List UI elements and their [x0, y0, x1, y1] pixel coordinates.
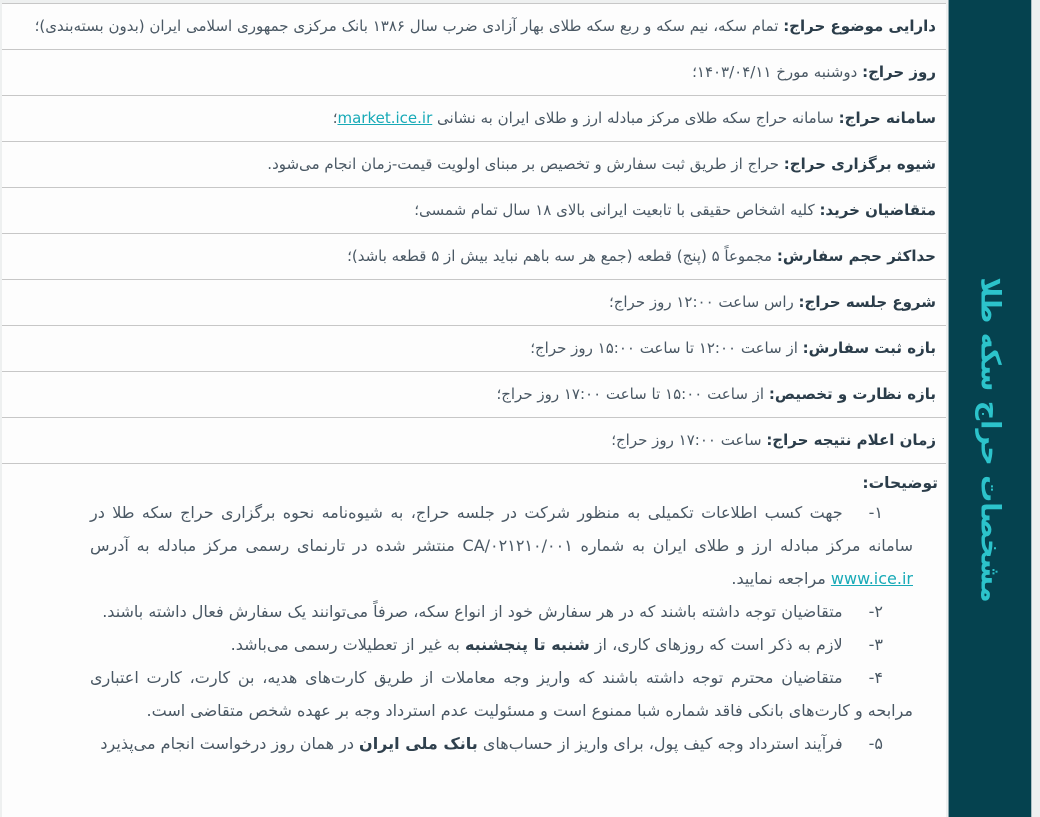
spec-row-asset	[2, 4, 946, 50]
spec-row-value-suffix: ؛	[332, 109, 338, 127]
spec-row-results-time	[2, 418, 946, 464]
spec-row-order-window	[2, 326, 946, 372]
spec-row-value: سامانه حراج سکه طلای مرکز مبادله ارز و طلای ایران به نشانی	[437, 109, 834, 127]
notes-heading: توضیحات:	[862, 474, 938, 492]
note-item-text: متقاضیان توجه داشته باشند که در هر سفارش خود از انواع سکه، صرفاً می‌توانند یک سفارش فعال داشته باشند.	[102, 602, 843, 621]
spec-row-value: تمام سکه، نیم سکه و ربع سکه طلای بهار آزادی ضرب سال ۱۳۸۶ بانک مرکزی جمهوری اسلامی ایران (بدون بسته‌بندی)؛	[34, 17, 779, 35]
note-item-text: لازم به ذکر است که روزهای کاری، از	[589, 635, 843, 654]
note-item-text: فرآیند استرداد وجه کیف پول، برای واریز از حساب‌های	[477, 734, 843, 753]
page-title: مشخصات حراج سکه طلا	[974, 277, 1006, 603]
spec-row-auction-system	[2, 96, 946, 142]
ice-website-link[interactable]: www.ice.ir	[830, 569, 913, 588]
spec-row-value: راس ساعت ۱۲:۰۰ روز حراج؛	[608, 293, 794, 311]
note-item-bold-text: شنبه تا پنجشنبه	[464, 635, 590, 654]
spec-row-value: کلیه اشخاص حقیقی با تابعیت ایرانی بالای ۱۸ سال تمام شمسی؛	[414, 201, 815, 219]
note-item-5	[90, 727, 913, 760]
note-item-text: جهت کسب اطلاعات تکمیلی به منظور شرکت در جلسه حراج، به شیوه‌نامه نحوه برگزاری حراج سکه طلا در سامانه مرکز مبادله ارز و طلای ایران به شماره	[90, 503, 914, 555]
spec-row-label: شیوه برگزاری حراج:	[783, 155, 936, 173]
spec-row-auction-day	[2, 50, 946, 96]
note-item-2	[90, 595, 913, 628]
spec-row-review-window	[2, 372, 946, 418]
notes-section	[2, 464, 946, 760]
spec-row-label: زمان اعلام نتیجه حراج:	[766, 431, 936, 449]
spec-row-session-start	[2, 280, 946, 326]
spec-row-label: سامانه حراج:	[838, 109, 936, 127]
spec-row-value: حراج از طریق ثبت سفارش و تخصیص بر مبنای اولویت قیمت-زمان انجام می‌شود.	[267, 155, 779, 173]
spec-table	[2, 3, 946, 817]
note-item-text: منتشر شده در تارنمای رسمی مرکز مبادله به آدرس	[90, 536, 463, 555]
note-item-number: ۱-	[868, 503, 883, 522]
spec-row-eligible-buyers	[2, 188, 946, 234]
note-item-number: ۳-	[868, 635, 883, 654]
spec-row-label: شروع جلسه حراج:	[798, 293, 936, 311]
spec-row-max-order	[2, 234, 946, 280]
circular-number: CA/۰۲۱۲۱۰/۰۰۱	[462, 536, 573, 555]
spec-row-value: ساعت ۱۷:۰۰ روز حراج؛	[611, 431, 762, 449]
spec-row-value: از ساعت ۱۲:۰۰ تا ساعت ۱۵:۰۰ روز حراج؛	[530, 339, 798, 357]
spec-row-label: دارایی موضوع حراج:	[783, 17, 936, 35]
spec-row-label: روز حراج:	[862, 63, 936, 81]
spec-row-label: حداکثر حجم سفارش:	[776, 247, 936, 265]
note-item-text: در همان روز درخواست انجام می‌پذیرد	[100, 734, 360, 753]
market-ice-link[interactable]: market.ice.ir	[337, 109, 433, 127]
note-item-number: ۲-	[868, 602, 883, 621]
spec-row-label: بازه نظارت و تخصیص:	[768, 385, 936, 403]
note-item-number: ۵-	[868, 734, 883, 753]
vertical-title-bar	[948, 0, 1032, 817]
note-item-text: متقاضیان محترم توجه داشته باشند که واریز وجه معاملات از طریق کارت‌های هدیه، بن کارت، کارت اعتباری مرابحه و کارت‌های بانکی فاقد شماره شبا ممنوع است و مسئولیت عدم استرداد وجه بر عهده شخص متقاضی است.	[90, 668, 913, 720]
note-item-number: ۴-	[868, 668, 883, 687]
spec-row-value: دوشنبه مورخ ۱۴۰۳/۰۴/۱۱؛	[692, 63, 858, 81]
spec-row-label: بازه ثبت سفارش:	[802, 339, 936, 357]
note-item-text: به غیر از تعطیلات رسمی می‌باشد.	[230, 635, 465, 654]
note-item-bold-text: بانک ملی ایران	[359, 734, 478, 753]
note-item-1	[90, 496, 913, 595]
spec-row-auction-method	[2, 142, 946, 188]
note-item-3	[90, 628, 913, 661]
note-item-text: مراجعه نمایید.	[731, 569, 831, 588]
spec-row-value: از ساعت ۱۵:۰۰ تا ساعت ۱۷:۰۰ روز حراج؛	[496, 385, 765, 403]
spec-row-value: مجموعاً ۵ (پنج) قطعه (جمع هر سه باهم نباید بیش از ۵ قطعه باشد)؛	[347, 247, 773, 265]
spec-row-label: متقاضیان خرید:	[819, 201, 936, 219]
note-item-4	[90, 661, 913, 727]
